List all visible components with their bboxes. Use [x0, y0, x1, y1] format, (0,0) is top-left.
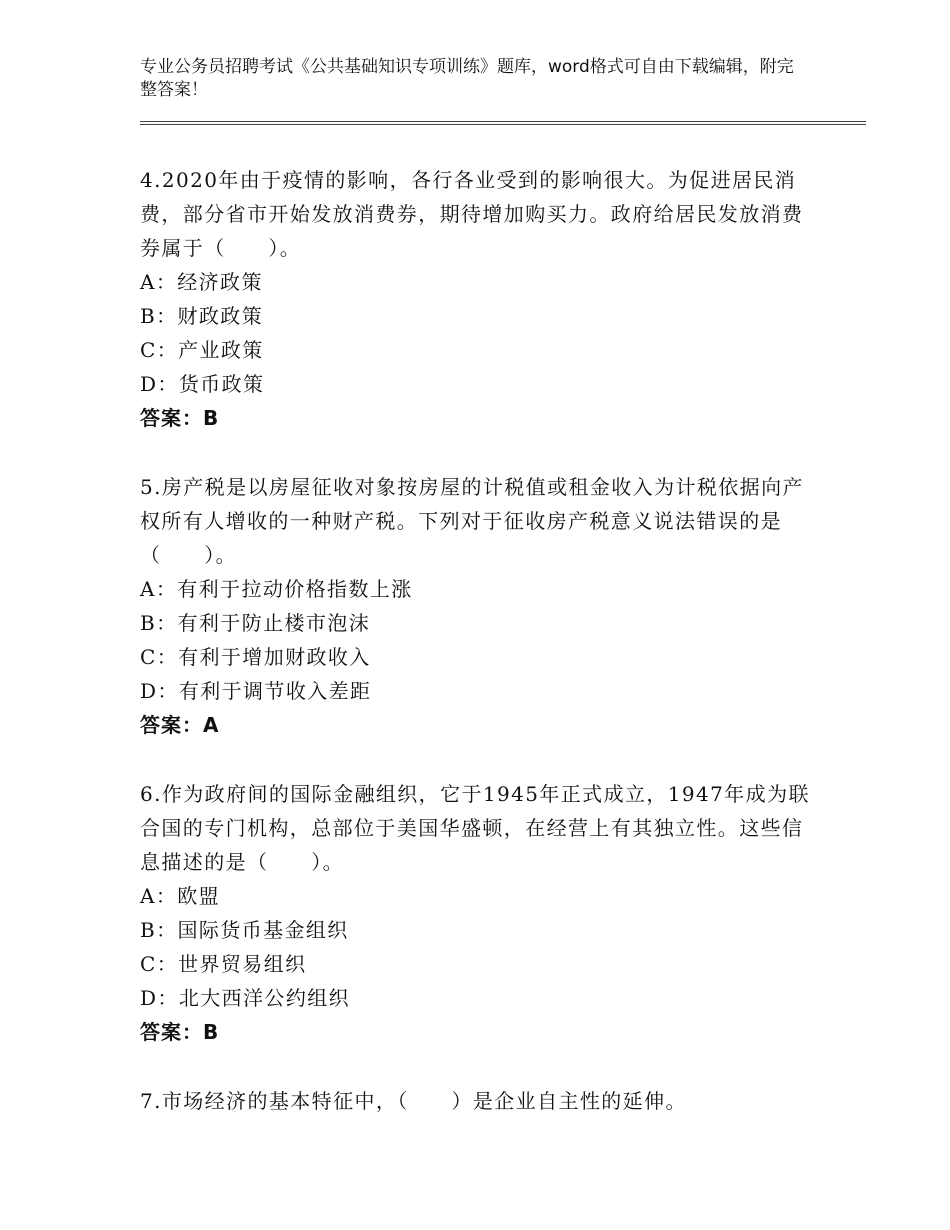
header-divider-bottom	[140, 124, 866, 125]
option-a: A：欧盟	[140, 884, 221, 908]
question-stem: 7.市场经济的基本特征中，（ ）是企业自主性的延伸。	[140, 1089, 687, 1113]
question-6	[140, 777, 820, 1049]
option-d: D：货币政策	[140, 372, 265, 396]
answer: 答案：B	[140, 406, 220, 430]
question-5	[140, 470, 820, 742]
option-c: C：产业政策	[140, 338, 264, 362]
option-c: C：世界贸易组织	[140, 952, 307, 976]
question-7	[140, 1084, 820, 1118]
option-d: D：有利于调节收入差距	[140, 679, 372, 703]
option-b: B：有利于防止楼市泡沫	[140, 611, 371, 635]
header-divider-top	[140, 121, 866, 122]
option-c: C：有利于增加财政收入	[140, 645, 371, 669]
option-b: B：财政政策	[140, 304, 264, 328]
answer: 答案：A	[140, 713, 220, 737]
question-stem: 4.2020年由于疫情的影响，各行各业受到的影响很大。为促进居民消费，部分省市开始发放消费券，期待增加购买力。政府给居民发放消费券属于（ ）。	[140, 168, 804, 260]
document-header: 专业公务员招聘考试《公共基础知识专项训练》题库，word格式可自由下载编辑，附完整答案！	[140, 57, 794, 100]
answer: 答案：B	[140, 1020, 220, 1044]
question-stem: 5.房产税是以房屋征收对象按房屋的计税值或租金收入为计税依据向产权所有人增收的一种财产税。下列对于征收房产税意义说法错误的是（ ）。	[140, 475, 804, 567]
option-a: A：经济政策	[140, 270, 263, 294]
question-4	[140, 163, 820, 435]
question-stem: 6.作为政府间的国际金融组织，它于1945年正式成立，1947年成为联合国的专门机构，总部位于美国华盛顿，在经营上有其独立性。这些信息描述的是（ ）。	[140, 782, 810, 874]
option-d: D：北大西洋公约组织	[140, 986, 351, 1010]
option-a: A：有利于拉动价格指数上涨	[140, 577, 413, 601]
option-b: B：国际货币基金组织	[140, 918, 349, 942]
